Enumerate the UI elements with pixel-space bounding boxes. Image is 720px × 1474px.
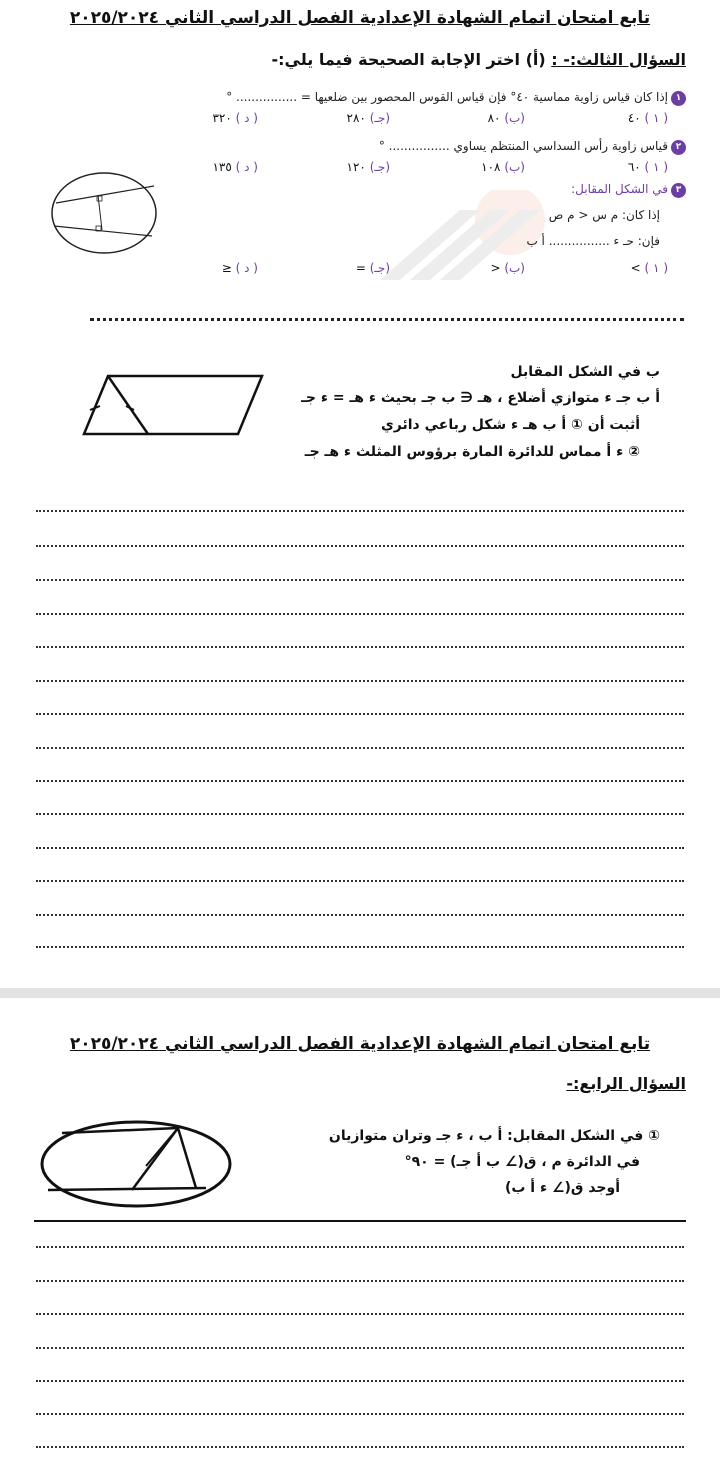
answer-line[interactable] (36, 1347, 684, 1349)
option-value: ٤٠ (627, 111, 641, 125)
answer-line[interactable] (36, 1280, 684, 1282)
answer-line[interactable] (36, 713, 684, 715)
problem-find: أوجد ق(∠ ء أ ب) (504, 1180, 620, 1196)
item-1-option-d[interactable] (212, 111, 258, 125)
part-b-prove-2: ② ء أ مماس للدائرة المارة برؤوس المثلث ء هـ جـ (304, 444, 640, 460)
item-1-option-b[interactable] (488, 111, 525, 125)
option-value: ١٠٨ (481, 160, 501, 174)
answer-line[interactable] (36, 813, 684, 815)
option-label: ( ١ ) (644, 261, 668, 275)
item-1-option-c[interactable] (347, 111, 390, 125)
problem-statement: ① في الشكل المقابل: أ ب ، ء جـ وتران متوازيان (328, 1128, 660, 1144)
item-number-3: ٣ (671, 183, 686, 198)
option-label: ( ١ ) (644, 111, 668, 125)
option-value: = (355, 261, 366, 275)
item-3-text: في الشكل المقابل: (571, 182, 668, 196)
option-label: ( د ) (235, 160, 258, 174)
problem-given-angle: في الدائرة م ، ق(∠ ب أ جـ) = ٩٠° (404, 1154, 640, 1170)
item-2-text: قياس زاوية رأس السداسي المنتظم يساوي ................ ° (378, 139, 668, 153)
answer-line[interactable] (36, 1313, 684, 1315)
option-value: ٨٠ (487, 111, 501, 125)
answer-line[interactable] (36, 510, 684, 512)
item-1-option-a[interactable] (628, 111, 668, 125)
question-four-heading: السؤال الرابع:- (566, 1074, 686, 1093)
parallelogram-figure (78, 370, 268, 440)
item-3-option-a[interactable] (631, 261, 668, 275)
option-label: (جـ) (369, 160, 390, 174)
item-2-option-d[interactable] (212, 160, 258, 174)
option-label: ( د ) (235, 261, 258, 275)
question-instruction: اختر الإجابة الصحيحة فيما يلي:- (271, 50, 520, 69)
part-b-given: أ ب جـ ء متوازي أضلاع ، هـ ∈ ب جـ بحيث ء هـ = ء جـ (301, 390, 660, 406)
option-value: < (490, 261, 501, 275)
option-value: ١٣٥ (212, 160, 232, 174)
option-label: (ب) (504, 261, 525, 275)
part-b-prove-1: أثبت أن ① أ ب هـ ء شكل رباعي دائري (380, 417, 640, 433)
answer-line[interactable] (36, 880, 684, 882)
item-3-option-b[interactable] (490, 261, 525, 275)
page-separator (0, 988, 720, 998)
answer-line[interactable] (36, 579, 684, 581)
item-3-option-d[interactable] (222, 261, 258, 275)
answer-line[interactable] (36, 780, 684, 782)
exam-title: تابع امتحان اتمام الشهادة الإعدادية الفصل الدراسي الثاني ٢٠٢٥/٢٠٢٤ (69, 1034, 651, 1054)
answer-line[interactable] (36, 545, 684, 547)
option-value: ٢٨٠ (346, 111, 366, 125)
answer-line[interactable] (36, 747, 684, 749)
answer-line[interactable] (36, 680, 684, 682)
item-number-1: ١ (671, 91, 686, 106)
answer-line[interactable] (36, 1380, 684, 1382)
option-value: ١٢٠ (346, 160, 366, 174)
answer-line[interactable] (36, 914, 684, 916)
option-label: (جـ) (369, 261, 390, 275)
circle-chords-figure (46, 168, 162, 258)
option-label: (جـ) (369, 111, 390, 125)
answer-line[interactable] (36, 613, 684, 615)
item-2-option-c[interactable] (347, 160, 390, 174)
option-label: (ب) (504, 160, 525, 174)
answer-line[interactable] (36, 1413, 684, 1415)
option-label: (ب) (504, 111, 525, 125)
option-label: ( د ) (235, 111, 258, 125)
option-label: ( ١ ) (644, 160, 668, 174)
exam-title: تابع امتحان اتمام الشهادة الإعدادية الفصل الدراسي الثاني ٢٠٢٥/٢٠٢٤ (69, 8, 651, 28)
option-value: > (630, 261, 641, 275)
item-2-option-a[interactable] (628, 160, 668, 174)
question-label: السؤال الثالث:- : (551, 50, 686, 69)
item-1-text: إذا كان قياس زاوية مماسية ٤٠° فإن قياس القوس المحصور بين ضلعيها = ................ ° (226, 90, 668, 104)
answer-line[interactable] (36, 1446, 684, 1448)
circle-parallel-chords-figure (36, 1118, 236, 1210)
question-three-heading (272, 50, 687, 69)
answer-line[interactable] (36, 847, 684, 849)
item-number-2: ٢ (671, 140, 686, 155)
section-divider (90, 318, 684, 321)
item-3-conclusion: فإن: حـ ء ................ أ ب (526, 234, 660, 248)
question-part: (أ) (525, 50, 546, 69)
item-2-option-b[interactable] (481, 160, 525, 174)
option-value: ≤ (221, 261, 232, 275)
option-value: ٣٢٠ (212, 111, 232, 125)
section-rule (34, 1220, 686, 1222)
part-b-title: ب في الشكل المقابل (510, 364, 660, 380)
exam-page-2 (0, 998, 720, 1474)
option-value: ٦٠ (627, 160, 641, 174)
item-3-condition: إذا كان: م س < م ص (548, 208, 660, 222)
answer-line[interactable] (36, 946, 684, 948)
answer-line[interactable] (36, 646, 684, 648)
answer-line[interactable] (36, 1246, 684, 1248)
item-3-option-c[interactable] (356, 261, 390, 275)
